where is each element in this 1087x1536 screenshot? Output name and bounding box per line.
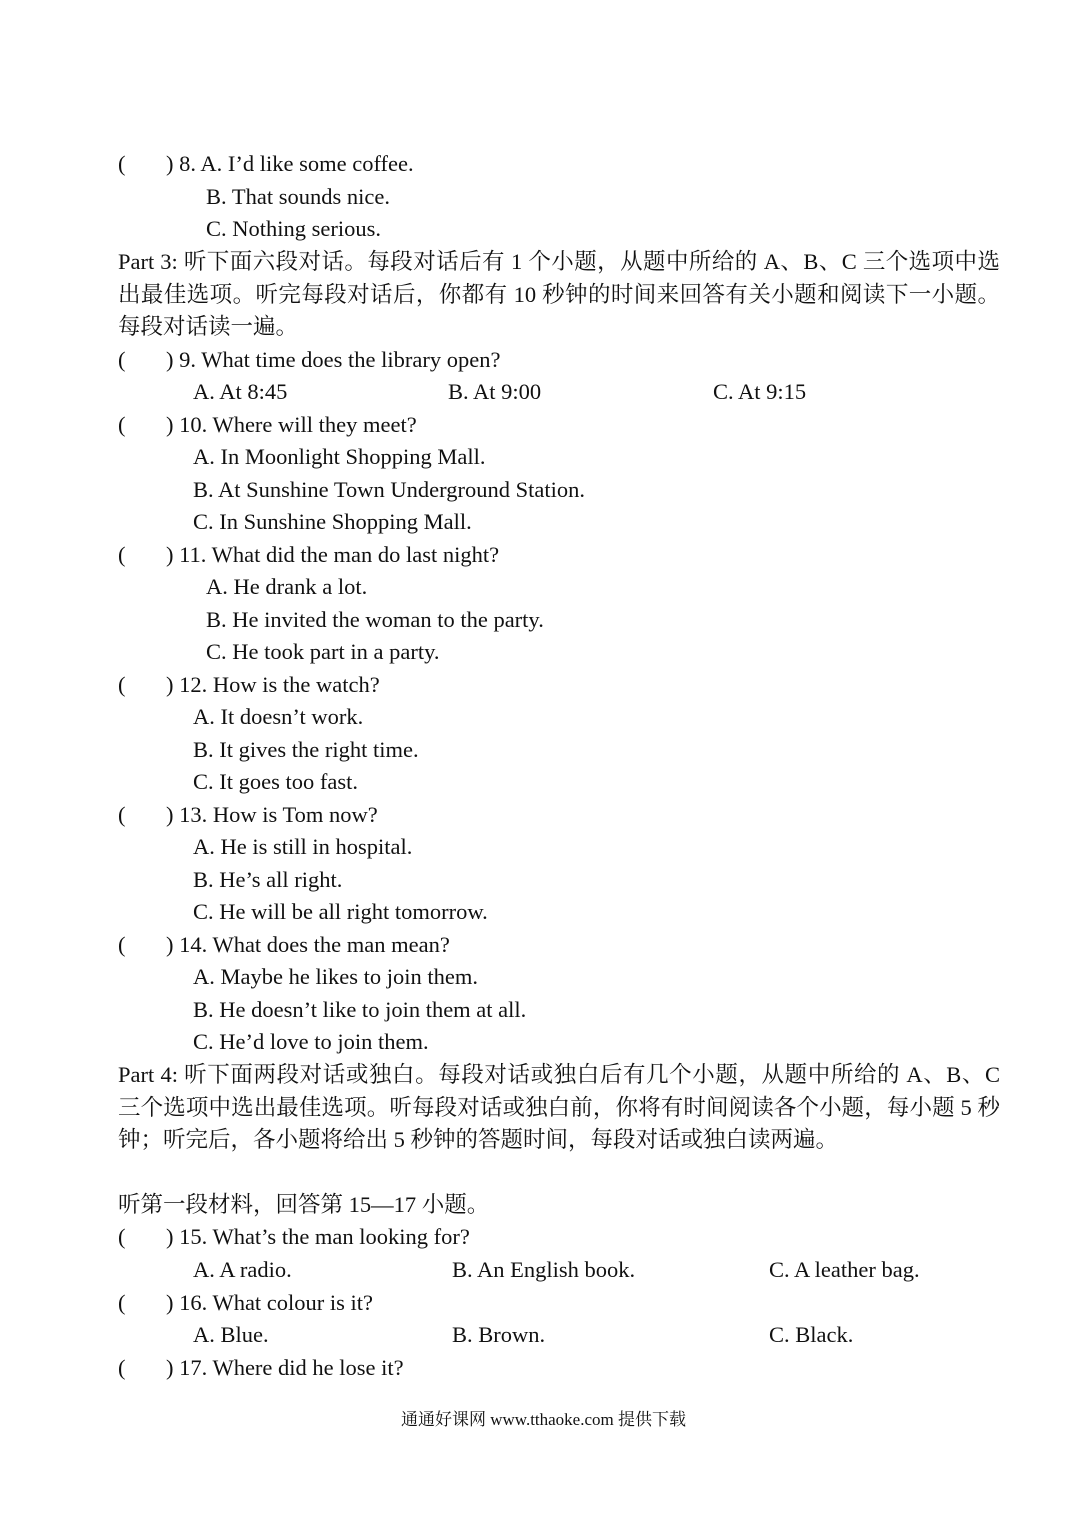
option-b: B. He doesn’t like to join them at all. xyxy=(193,997,527,1022)
option-c: C. He’d love to join them. xyxy=(193,1029,429,1054)
option-b: B. It gives the right time. xyxy=(193,737,419,762)
part-3-instructions: Part 3: 听下面六段对话。每段对话后有 1 个小题，从题中所给的 A、B、C 三个选项中选出最佳选项。听完每段对话后，你都有 10 秒钟的时间来回答有关小题和阅读下一小题。每段对话读一遍。 xyxy=(118,249,1000,339)
option-c: C. He took part in a party. xyxy=(206,639,440,664)
question-17 xyxy=(118,1352,1003,1385)
option-b: B. At 9:00 xyxy=(448,379,542,404)
question-stem: ) 13. How is Tom now? xyxy=(166,802,378,827)
answer-paren: ( xyxy=(118,1355,126,1380)
question-stem: ) 12. How is the watch? xyxy=(166,672,380,697)
option-a: A. In Moonlight Shopping Mall. xyxy=(193,444,486,469)
options-row xyxy=(193,376,1078,409)
question-15 xyxy=(118,1221,1003,1254)
question-13 xyxy=(118,799,1003,832)
answer-paren: ( xyxy=(118,151,126,176)
question-stem: ) 11. What did the man do last night? xyxy=(166,542,500,567)
part-4-instructions: Part 4: 听下面两段对话或独白。每段对话或独白后有几个小题，从题中所给的 A、B、C 三个选项中选出最佳选项。听每段对话或独白前，你将有时间阅读各个小题，每小题 5 秒钟；听完后，各小题将给出 5 秒钟的答题时间，每段对话或独白读两遍。 xyxy=(118,1062,1000,1152)
option-a: A. A radio. xyxy=(193,1257,292,1282)
question-stem: ) 14. What does the man mean? xyxy=(166,932,450,957)
answer-paren: ( xyxy=(118,1290,126,1315)
options-row xyxy=(193,1254,1078,1287)
option-b: B. At Sunshine Town Underground Station. xyxy=(193,477,585,502)
question-11 xyxy=(118,539,1003,572)
option-a: A. He is still in hospital. xyxy=(193,834,413,859)
option-b: B. An English book. xyxy=(452,1257,636,1282)
question-stem: ) 15. What’s the man looking for? xyxy=(166,1224,470,1249)
question-14 xyxy=(118,929,1003,962)
answer-paren: ( xyxy=(118,1224,126,1249)
option-c: C. At 9:15 xyxy=(713,379,807,404)
question-stem: ) 9. What time does the library open? xyxy=(166,347,501,372)
option-c: C. Nothing serious. xyxy=(206,216,382,241)
options-row xyxy=(193,1319,1078,1352)
question-stem: ) 8. A. I’d like some coffee. xyxy=(166,151,414,176)
option-c: C. Black. xyxy=(769,1322,854,1347)
answer-paren: ( xyxy=(118,802,126,827)
option-c: C. In Sunshine Shopping Mall. xyxy=(193,509,472,534)
option-b: B. He’s all right. xyxy=(193,867,343,892)
question-8 xyxy=(118,148,1003,181)
question-stem: ) 10. Where will they meet? xyxy=(166,412,417,437)
option-a: A. It doesn’t work. xyxy=(193,704,364,729)
question-10 xyxy=(118,409,1003,442)
option-a: A. He drank a lot. xyxy=(206,574,368,599)
option-a: A. Maybe he likes to join them. xyxy=(193,964,478,989)
question-9 xyxy=(118,344,1003,377)
answer-paren: ( xyxy=(118,672,126,697)
answer-paren: ( xyxy=(118,347,126,372)
option-a: A. At 8:45 xyxy=(193,379,288,404)
option-c: C. He will be all right tomorrow. xyxy=(193,899,488,924)
option-b: B. That sounds nice. xyxy=(206,184,390,209)
page-footer: 通通好课网 www.tthaoke.com 提供下载 xyxy=(400,1410,687,1429)
material-1-heading: 听第一段材料，回答第 15—17 小题。 xyxy=(118,1192,490,1217)
answer-paren: ( xyxy=(118,542,126,567)
answer-paren: ( xyxy=(118,932,126,957)
option-b: B. Brown. xyxy=(452,1322,546,1347)
answer-paren: ( xyxy=(118,412,126,437)
option-c: C. It goes too fast. xyxy=(193,769,358,794)
question-12 xyxy=(118,669,1003,702)
option-b: B. He invited the woman to the party. xyxy=(206,607,544,632)
option-c: C. A leather bag. xyxy=(769,1257,920,1282)
question-16 xyxy=(118,1287,1003,1320)
question-stem: ) 16. What colour is it? xyxy=(166,1290,374,1315)
option-a: A. Blue. xyxy=(193,1322,269,1347)
question-stem: ) 17. Where did he lose it? xyxy=(166,1355,404,1380)
